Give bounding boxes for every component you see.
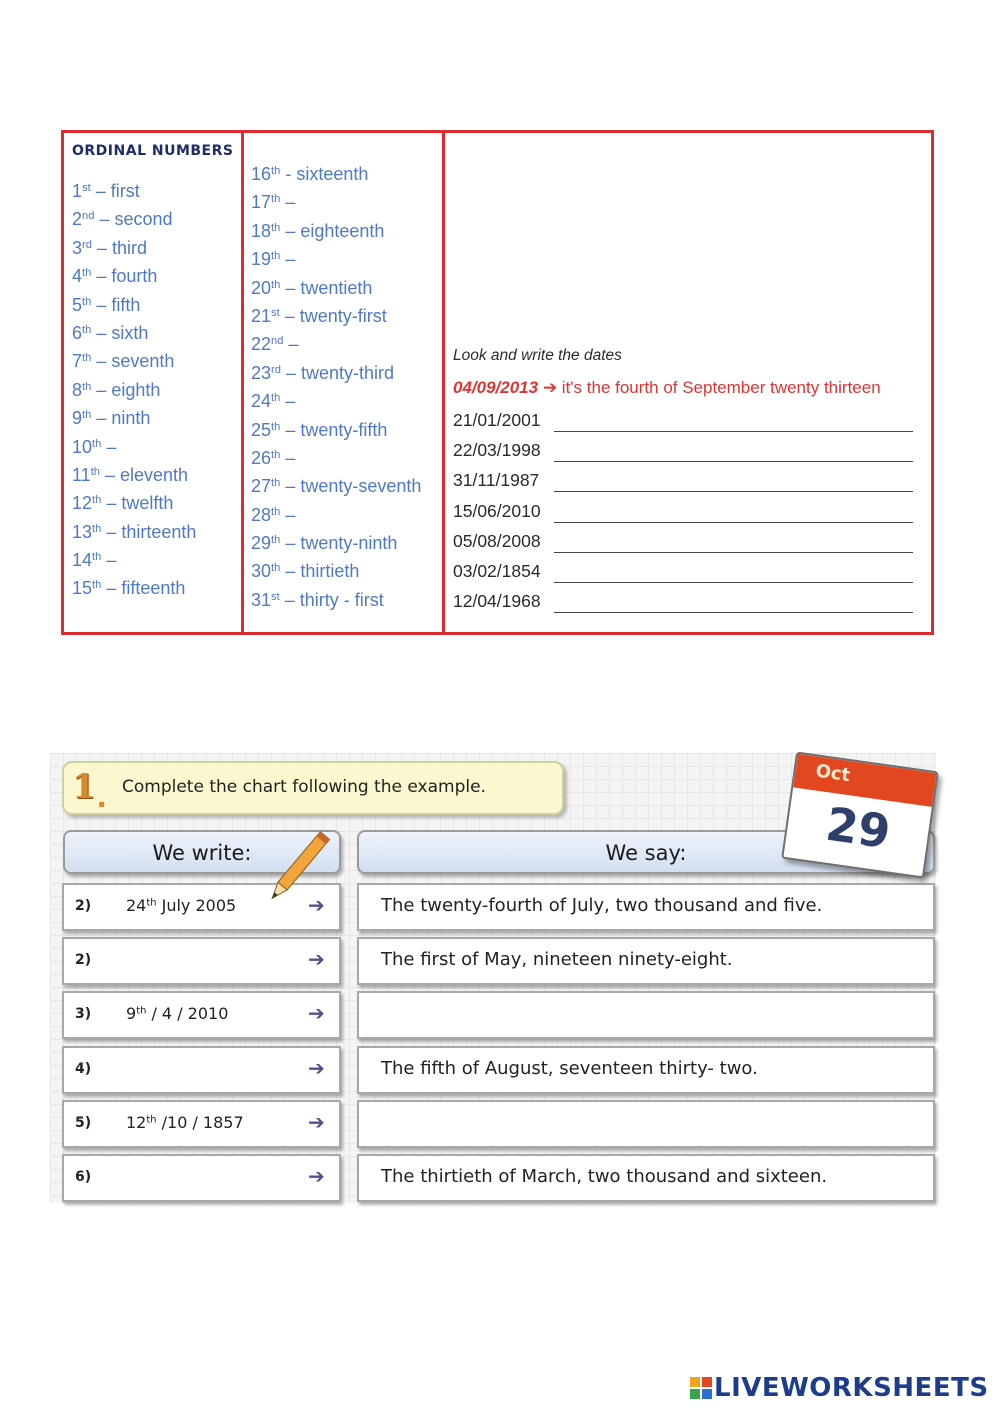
ordinal-item — [72, 319, 196, 347]
we-say-cell[interactable] — [357, 1154, 935, 1202]
answer-line[interactable] — [554, 552, 913, 553]
ordinal-suffix: th — [92, 494, 102, 507]
we-say-cell[interactable] — [357, 937, 935, 985]
date-day: 12 — [126, 1112, 147, 1132]
date-day: 24 — [126, 896, 147, 915]
date-row — [453, 591, 913, 615]
ordinal-number: 26 — [251, 447, 272, 468]
ordinal-item — [72, 347, 196, 375]
ordinal-number: 20 — [251, 277, 272, 298]
we-say-cell[interactable] — [357, 991, 935, 1039]
calendar-day: 29 — [822, 796, 894, 860]
written-date — [126, 896, 236, 915]
dates-instruction: Look and write the dates — [453, 347, 622, 364]
calendar-page — [781, 752, 939, 879]
ordinal-word: – twenty-ninth — [280, 533, 398, 554]
date-value: 21/01/2001 — [453, 410, 541, 430]
ordinal-suffix: th — [271, 533, 281, 546]
liveworksheets-logo-icon — [690, 1377, 712, 1399]
ordinal-number: 21 — [251, 305, 272, 326]
ordinal-number: 13 — [72, 521, 93, 542]
ordinal-suffix: nd — [271, 335, 284, 348]
answer-line[interactable] — [554, 582, 913, 583]
ordinal-item — [251, 245, 421, 273]
answer-line[interactable] — [554, 522, 913, 523]
ordinal-item — [72, 489, 196, 517]
ordinal-item — [251, 586, 421, 614]
task-number: 1 — [72, 767, 96, 807]
date-value: 12/04/1968 — [453, 591, 541, 612]
ordinal-word: – — [283, 334, 299, 355]
ordinal-suffix: th — [92, 550, 102, 563]
row-number: 2) — [75, 952, 92, 969]
ordinal-item — [72, 574, 196, 602]
spoken-date: The twenty-fourth of July, two thousand and five. — [381, 895, 823, 916]
ordinal-number: 30 — [251, 561, 272, 582]
date-suffix: th — [146, 1114, 157, 1126]
ordinal-item — [72, 404, 196, 432]
ordinal-word: - sixteenth — [280, 164, 369, 184]
ordinal-suffix: th — [271, 221, 281, 234]
we-write-cell[interactable] — [62, 937, 341, 985]
ordinal-item — [251, 302, 421, 330]
ordinal-word: – third — [91, 237, 147, 258]
date-suffix: th — [146, 897, 157, 909]
ordinal-list-column-1 — [72, 177, 196, 603]
we-write-cell[interactable] — [62, 1154, 341, 1202]
date-value: 22/03/1998 — [453, 440, 541, 461]
answer-line[interactable] — [554, 461, 913, 462]
we-say-header: We say: — [357, 830, 935, 874]
ordinal-number: 16 — [251, 164, 272, 184]
ordinal-number: 3 — [72, 237, 83, 258]
ordinal-item — [72, 376, 196, 404]
ordinal-item — [72, 433, 196, 461]
date-value: 03/02/1854 — [453, 561, 541, 581]
ordinal-suffix: th — [82, 352, 92, 365]
ordinal-number: 17 — [251, 192, 272, 213]
ordinal-suffix: th — [82, 380, 92, 393]
ordinal-suffix: th — [92, 579, 102, 592]
dates-example — [453, 378, 881, 398]
ordinal-word: – seventh — [91, 351, 175, 372]
ordinal-number: 7 — [72, 351, 83, 372]
row-number: 4) — [75, 1060, 92, 1077]
ordinal-item — [251, 501, 421, 529]
spoken-date: The thirtieth of March, two thousand and sixteen. — [381, 1166, 828, 1187]
we-write-cell[interactable] — [62, 1046, 341, 1094]
ordinal-number: 12 — [72, 493, 93, 514]
calendar-icon — [788, 761, 938, 879]
ordinal-suffix: th — [271, 250, 281, 263]
ordinal-number: 11 — [72, 464, 91, 485]
ordinal-number: 27 — [251, 476, 272, 497]
ordinal-word: – — [101, 550, 117, 571]
answer-line[interactable] — [554, 612, 913, 613]
arrow-icon: ➔ — [308, 1166, 325, 1188]
date-row — [453, 561, 913, 585]
ordinal-item — [251, 557, 421, 585]
date-day: 9 — [126, 1004, 137, 1024]
ordinal-suffix: th — [271, 448, 281, 461]
we-write-cell[interactable] — [62, 1100, 341, 1148]
task-number-dot: . — [97, 777, 107, 815]
ordinal-suffix: th — [271, 505, 281, 518]
ordinal-word: – thirteenth — [101, 521, 197, 542]
arrow-icon: ➔ — [308, 949, 325, 972]
ordinal-suffix: st — [82, 181, 91, 194]
ordinal-number: 2 — [72, 209, 83, 230]
date-rest: /10 / 1857 — [156, 1112, 244, 1132]
pencil-icon — [256, 825, 336, 915]
ordinal-item — [72, 461, 196, 489]
date-row — [453, 501, 913, 525]
ordinal-number: 18 — [251, 220, 272, 241]
ordinal-number: 15 — [72, 578, 93, 599]
ordinal-suffix: rd — [82, 238, 92, 251]
row-number: 2) — [75, 898, 92, 914]
ordinal-word: – twenty-third — [280, 362, 394, 383]
ordinal-number: 9 — [72, 408, 83, 429]
ordinal-number: 4 — [72, 266, 83, 287]
ordinal-word: – twenty-first — [279, 305, 387, 326]
ordinal-suffix: th — [90, 465, 100, 478]
spoken-date: The first of May, nineteen ninety-eight. — [381, 949, 733, 971]
arrow-icon: ➔ — [308, 1111, 325, 1134]
ordinal-item — [72, 518, 196, 546]
we-say-cell[interactable] — [357, 883, 935, 931]
column-divider — [442, 133, 445, 632]
row-number: 3) — [75, 1006, 92, 1023]
arrow-icon: ➔ — [308, 1003, 325, 1026]
ordinal-word: – — [280, 249, 296, 270]
date-rest: July 2005 — [156, 896, 237, 915]
date-value: 15/06/2010 — [453, 500, 541, 521]
ordinal-item — [251, 217, 421, 245]
ordinal-word: – fifteenth — [101, 578, 186, 599]
chart-exercise — [50, 753, 936, 1203]
ordinal-suffix: th — [271, 278, 281, 291]
ordinal-item — [251, 472, 421, 500]
ordinal-number: 25 — [251, 419, 272, 440]
example-answer: it's the fourth of September twenty thirteen — [557, 378, 881, 397]
ordinal-word: – thirtieth — [280, 561, 360, 582]
ordinal-item — [251, 444, 421, 472]
date-row — [453, 410, 913, 434]
ordinal-suffix: th — [92, 522, 102, 535]
ordinal-word: – — [280, 447, 296, 468]
ordinal-number: 8 — [72, 379, 83, 400]
date-row — [453, 531, 913, 555]
ordinal-suffix: th — [271, 477, 281, 490]
calendar-month: Oct — [814, 760, 852, 787]
ordinal-word: – — [101, 436, 117, 457]
ordinal-word: – twenty-fifth — [280, 419, 388, 440]
ordinal-item — [251, 387, 421, 415]
ordinal-item — [72, 177, 196, 205]
ordinal-item — [251, 188, 421, 216]
ordinal-item — [251, 416, 421, 444]
ordinal-item — [72, 234, 196, 262]
ordinal-word: – eleventh — [100, 464, 189, 485]
liveworksheets-logo-text: LIVEWORKSHEETS — [714, 1373, 989, 1403]
ordinal-number: 5 — [72, 294, 83, 315]
ordinal-suffix: th — [82, 323, 92, 336]
date-row — [453, 470, 913, 494]
ordinal-suffix: th — [271, 562, 281, 575]
ordinal-number: 1 — [72, 181, 83, 201]
we-say-cell[interactable] — [357, 1046, 935, 1094]
written-date — [126, 1004, 228, 1023]
ordinal-suffix: st — [271, 306, 280, 319]
ordinal-suffix: th — [271, 164, 281, 177]
ordinal-number: 14 — [72, 550, 93, 571]
ordinal-number: 28 — [251, 504, 272, 525]
ordinal-number: 19 — [251, 249, 272, 270]
ordinal-item — [251, 359, 421, 387]
ordinal-word: – first — [90, 181, 140, 201]
ordinal-suffix: th — [271, 193, 281, 206]
we-write-header: We write: — [63, 830, 341, 874]
ordinal-word: – eighteenth — [280, 220, 385, 241]
arrow-icon: ➔ — [308, 1057, 325, 1080]
answer-line[interactable] — [554, 491, 913, 492]
ordinal-item — [251, 529, 421, 557]
date-rest: / 4 / 2010 — [146, 1004, 229, 1024]
ordinal-word: – twenty-seventh — [280, 476, 422, 497]
ordinal-word: – — [280, 391, 296, 412]
spoken-date: The fifth of August, seventeen thirty- two. — [381, 1057, 758, 1079]
ordinal-word: – twentieth — [280, 277, 373, 298]
row-number: 6) — [75, 1169, 92, 1185]
we-write-cell[interactable] — [62, 991, 341, 1039]
ordinal-word: – — [280, 192, 296, 213]
ordinal-suffix: nd — [82, 210, 95, 223]
ordinal-item — [72, 546, 196, 574]
ordinal-word: – ninth — [91, 408, 151, 429]
date-value: 31/11/1987 — [453, 470, 540, 491]
date-row — [453, 440, 913, 464]
example-date: 04/09/2013 — [453, 378, 539, 397]
ordinal-number: 22 — [251, 334, 272, 355]
ordinal-numbers-title: ORDINAL NUMBERS — [72, 143, 234, 159]
ordinal-item — [251, 330, 421, 358]
ordinal-suffix: rd — [271, 363, 281, 376]
ordinal-word: – twelfth — [101, 493, 174, 514]
ordinal-number: 29 — [251, 533, 272, 554]
date-suffix: th — [136, 1005, 147, 1017]
ordinal-item — [251, 274, 421, 302]
ordinal-suffix: th — [271, 392, 281, 404]
ordinal-number: 23 — [251, 362, 272, 383]
row-number: 5) — [75, 1114, 92, 1131]
ordinal-suffix: st — [271, 590, 280, 603]
ordinal-word: – second — [94, 209, 173, 230]
ordinal-suffix: th — [82, 267, 92, 280]
ordinal-suffix: th — [82, 295, 92, 308]
ordinal-number: 31 — [251, 589, 272, 610]
arrow-icon: ➔ — [542, 378, 558, 397]
task-banner — [62, 761, 564, 815]
ordinal-item — [72, 205, 196, 233]
ordinal-word: – sixth — [91, 322, 149, 343]
ordinal-item — [251, 160, 421, 188]
date-value: 05/08/2008 — [453, 530, 541, 551]
ordinal-number: 10 — [72, 436, 93, 457]
ordinal-word: – — [280, 504, 296, 525]
written-date — [126, 1113, 244, 1132]
ordinal-number: 6 — [72, 322, 83, 343]
answer-line[interactable] — [554, 431, 913, 432]
ordinal-list-column-2 — [251, 160, 421, 614]
ordinal-suffix: th — [82, 409, 92, 421]
ordinal-word: – thirty - first — [279, 589, 384, 610]
ordinal-numbers-box — [61, 130, 934, 635]
ordinal-item — [72, 291, 196, 319]
ordinal-word: – eighth — [91, 379, 161, 400]
ordinal-suffix: th — [271, 420, 281, 433]
we-say-cell[interactable] — [357, 1100, 935, 1148]
task-instruction: Complete the chart following the example. — [122, 777, 486, 797]
ordinal-item — [72, 262, 196, 290]
ordinal-suffix: th — [92, 437, 102, 450]
column-divider — [241, 133, 244, 632]
arrow-icon: ➔ — [308, 895, 325, 917]
ordinal-word: – fourth — [91, 266, 158, 287]
ordinal-number: 24 — [251, 391, 272, 412]
ordinal-word: – fifth — [91, 294, 141, 315]
